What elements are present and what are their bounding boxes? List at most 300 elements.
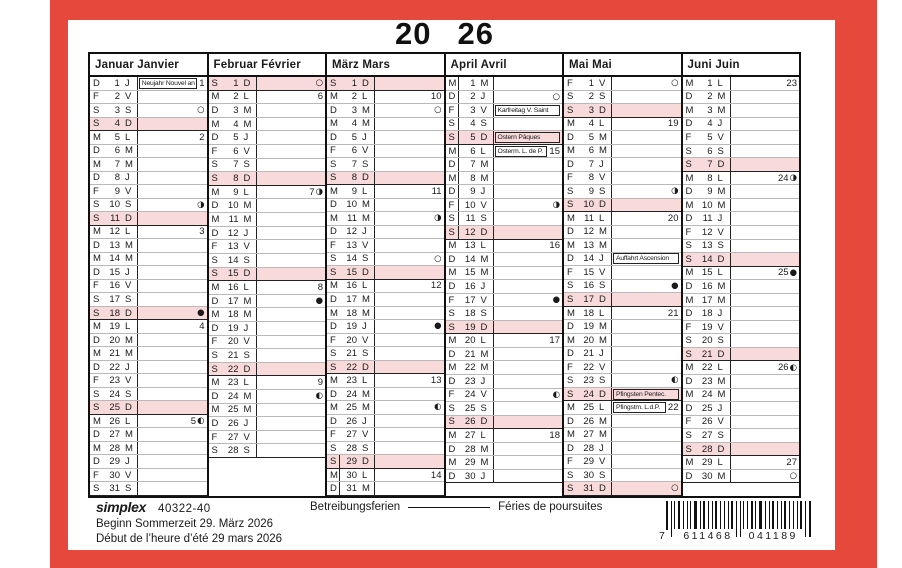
day-row	[90, 185, 207, 199]
day-row	[446, 307, 563, 321]
day-letter-fr: L	[243, 186, 249, 198]
day-letter-fr: S	[362, 348, 369, 360]
day-letter-fr: L	[480, 335, 486, 347]
day-letter-de: S	[448, 416, 455, 428]
annotation-cell	[730, 212, 800, 225]
annotation-cell	[611, 347, 681, 360]
day-row	[90, 212, 207, 226]
barcode-bar	[769, 501, 770, 529]
day-letter-de: D	[448, 470, 456, 482]
day-letter-fr: L	[717, 457, 723, 469]
day-number: 31	[346, 483, 357, 495]
day-letter-de: D	[685, 308, 693, 320]
day-number: 3	[351, 104, 357, 116]
moon-phase-icon: ◐	[434, 402, 442, 413]
annotation-cell	[493, 348, 563, 361]
annotation-cell	[137, 212, 207, 225]
annotation-cell	[493, 172, 563, 185]
day-letter-fr: V	[717, 131, 724, 143]
day-row	[683, 456, 800, 470]
day-number: 27	[583, 429, 594, 441]
day-number: 23	[109, 375, 120, 387]
annotation-cell	[730, 280, 800, 293]
day-letter-de: D	[448, 375, 456, 387]
day-number: 19	[583, 321, 594, 333]
day-letter-fr: V	[599, 266, 606, 278]
day-letter-fr: L	[125, 415, 131, 427]
day-row	[446, 77, 563, 91]
day-row	[327, 428, 444, 442]
annotation-cell	[730, 104, 800, 117]
day-letter-fr: L	[362, 185, 368, 197]
day-row	[209, 404, 326, 418]
day-letter-de: F	[567, 456, 573, 468]
day-letter-de: M	[448, 429, 457, 441]
day-row	[683, 240, 800, 254]
day-number: 29	[583, 456, 594, 468]
day-number: 17	[701, 294, 713, 306]
day-row	[90, 415, 207, 429]
day-row	[446, 443, 563, 457]
day-letter-de: D	[446, 158, 459, 171]
day-row	[446, 104, 563, 118]
holiday-note: Karfreitag V. Saint	[495, 105, 561, 116]
annotation-cell	[137, 293, 207, 306]
day-number: 14	[346, 253, 357, 265]
day-letter-fr: D	[599, 294, 606, 305]
annotation-cell	[256, 444, 326, 457]
annotation-cell	[256, 404, 326, 417]
day-letter-de: M	[330, 375, 338, 387]
annotation-cell	[256, 349, 326, 362]
day-letter-de: M	[330, 307, 338, 319]
day-letter-de: S	[567, 104, 574, 116]
day-letter-de: S	[567, 294, 574, 305]
day-letter-fr: S	[599, 91, 606, 103]
day-letter-fr: S	[717, 145, 724, 157]
day-letter-fr: L	[480, 429, 486, 441]
day-row	[683, 402, 800, 416]
barcode-bar	[789, 501, 790, 529]
day-letter-fr: J	[125, 456, 130, 468]
day-row	[683, 348, 800, 362]
day-letter-fr: V	[717, 226, 724, 238]
day-number: 1	[351, 77, 357, 89]
day-letter-de: D	[685, 91, 693, 103]
day-number: 4	[588, 118, 594, 130]
annotation-cell	[730, 470, 800, 483]
barcode-bar	[700, 501, 701, 529]
day-letter-fr: M	[125, 334, 133, 346]
day-letter-de: S	[567, 388, 574, 400]
barcode-bar	[728, 501, 729, 529]
barcode-bar	[703, 501, 705, 529]
day-letter-fr: V	[599, 361, 606, 373]
day-letter-fr: V	[125, 469, 132, 481]
day-row	[209, 295, 326, 309]
annotation-cell	[137, 158, 207, 171]
day-letter-fr: M	[243, 200, 252, 212]
day-row	[564, 145, 681, 159]
annotation-cell	[611, 320, 681, 333]
day-letter-fr: L	[717, 362, 723, 374]
day-letter-de: M	[327, 469, 340, 482]
day-row	[327, 172, 444, 186]
moon-phase-icon: ◐	[671, 375, 679, 386]
annotation-cell	[493, 361, 563, 374]
day-letter-de: M	[685, 172, 694, 184]
day-letter-de: D	[211, 390, 219, 402]
day-letter-fr: L	[243, 281, 249, 293]
day-letter-de: S	[330, 266, 337, 278]
day-letter-fr: S	[362, 158, 369, 170]
day-row	[209, 91, 326, 105]
day-letter-de: M	[685, 199, 694, 211]
annotation-cell	[137, 482, 207, 495]
day-letter-fr: M	[125, 158, 133, 170]
moon-phase-icon: ○	[434, 105, 442, 116]
annotation-cell	[493, 307, 563, 320]
day-number: 19	[227, 322, 239, 334]
day-number: 13	[464, 240, 476, 252]
week-number: 10	[430, 91, 442, 103]
day-number: 15	[583, 266, 594, 278]
day-number: 16	[109, 280, 120, 292]
week-number: 18	[549, 429, 560, 441]
day-row	[327, 158, 444, 172]
day-letter-fr: J	[124, 77, 130, 89]
week-number: 16	[549, 240, 560, 252]
barcode-bar	[731, 501, 733, 529]
day-letter-de: D	[567, 321, 574, 333]
day-letter-de: D	[685, 470, 693, 482]
annotation-cell	[374, 293, 444, 306]
day-letter-de: D	[685, 213, 693, 225]
day-number: 8	[707, 172, 713, 184]
day-letter-de: D	[211, 322, 219, 334]
day-letter-fr: L	[599, 402, 605, 414]
day-row	[683, 131, 800, 145]
day-letter-de: S	[567, 91, 574, 103]
day-number: 26	[109, 415, 120, 427]
day-letter-de: M	[211, 91, 220, 103]
annotation-cell	[137, 253, 207, 266]
day-letter-fr: M	[362, 307, 370, 319]
moon-phase-icon: ○	[197, 105, 205, 116]
day-letter-de: M	[446, 77, 459, 90]
day-row	[683, 334, 800, 348]
annotation-cell	[374, 388, 444, 401]
day-row	[564, 212, 681, 226]
annotation-cell	[611, 293, 681, 306]
annotation-cell	[611, 388, 681, 401]
day-letter-de: D	[211, 105, 219, 117]
day-row	[683, 199, 800, 213]
day-letter-de: D	[567, 348, 574, 360]
day-row	[209, 349, 326, 363]
day-row	[327, 388, 444, 402]
day-letter-fr: M	[717, 199, 726, 211]
day-number: 4	[707, 118, 713, 130]
day-row	[90, 280, 207, 294]
month-column	[681, 54, 800, 496]
day-number: 30	[464, 470, 476, 482]
day-letter-de: D	[211, 200, 219, 212]
annotation-cell	[137, 415, 207, 428]
day-letter-fr: S	[599, 185, 606, 197]
day-letter-fr: D	[243, 77, 251, 89]
day-letter-de: M	[567, 118, 575, 130]
day-number: 10	[701, 199, 713, 211]
annotation-cell	[611, 415, 681, 428]
holiday-note: Osterm. L. de P.	[495, 146, 548, 157]
day-letter-fr: V	[599, 77, 606, 89]
barcode-bar	[800, 501, 802, 529]
annotation-cell	[493, 470, 563, 483]
moon-phase-icon: ◑	[315, 186, 323, 197]
day-letter-de: D	[93, 456, 100, 468]
day-letter-fr: M	[717, 389, 726, 401]
day-letter-fr: D	[243, 173, 251, 185]
moon-phase-icon: ○	[552, 91, 560, 102]
annotation-cell	[374, 239, 444, 252]
day-row	[683, 104, 800, 118]
day-letter-fr: D	[599, 104, 606, 116]
day-letter-de: S	[93, 212, 100, 224]
day-row	[327, 334, 444, 348]
day-letter-de: D	[685, 280, 693, 292]
day-letter-de: D	[330, 131, 337, 143]
holiday-note: Pfingsten Pentec.	[613, 389, 679, 400]
annotation-cell	[730, 402, 800, 415]
day-number: 28	[109, 442, 120, 454]
day-letter-de: S	[567, 280, 574, 292]
brand-row	[96, 499, 211, 515]
day-row	[327, 212, 444, 226]
annotation-cell	[137, 374, 207, 387]
day-number: 2	[351, 91, 357, 103]
week-number: 26	[778, 362, 789, 374]
day-number: 29	[701, 457, 713, 469]
barcode-bar	[759, 501, 762, 529]
day-number: 22	[583, 361, 594, 373]
day-letter-de: M	[448, 335, 457, 347]
week-number: 22	[667, 402, 679, 414]
annotation-cell	[137, 401, 207, 414]
simplex-logo: simplex	[96, 499, 147, 515]
day-letter-fr: J	[362, 226, 367, 238]
day-letter-de: D	[685, 402, 693, 414]
day-row	[564, 361, 681, 375]
day-letter-fr: D	[362, 77, 369, 89]
day-row	[209, 254, 326, 268]
day-row	[564, 199, 681, 213]
day-row	[90, 320, 207, 334]
day-letter-fr: M	[480, 77, 489, 89]
day-number: 8	[114, 172, 120, 184]
barcode-bar	[720, 501, 721, 529]
day-letter-fr: D	[243, 268, 251, 280]
day-number: 16	[583, 280, 594, 292]
day-letter-fr: M	[480, 348, 489, 360]
day-number: 19	[464, 321, 476, 333]
day-letter-de: S	[330, 77, 337, 89]
holiday-note: Auffahrt Ascension	[613, 253, 679, 264]
day-row	[209, 227, 326, 241]
annotation-cell	[374, 158, 444, 171]
day-row	[446, 348, 563, 362]
day-letter-de: D	[685, 186, 693, 198]
barcode-bar	[793, 501, 794, 529]
day-row	[446, 267, 563, 281]
week-number: 2	[199, 131, 205, 143]
day-letter-fr: V	[717, 416, 724, 428]
day-letter-fr: M	[362, 402, 370, 414]
day-number: 26	[346, 415, 357, 427]
annotation-cell	[137, 428, 207, 441]
day-row	[683, 443, 800, 457]
annotation-cell	[730, 240, 800, 253]
day-row	[90, 158, 207, 172]
annotation-cell	[256, 145, 326, 158]
day-letter-de: M	[93, 415, 101, 427]
day-letter-de: F	[446, 104, 459, 117]
day-letter-fr: L	[599, 118, 605, 130]
day-letter-fr: M	[717, 280, 726, 292]
day-letter-de: M	[93, 442, 101, 454]
day-row	[446, 240, 563, 254]
day-letter-de: D	[567, 158, 574, 170]
annotation-cell	[611, 307, 681, 320]
day-number: 24	[346, 388, 357, 400]
day-letter-fr: M	[243, 213, 252, 225]
day-letter-de: S	[448, 402, 455, 414]
day-row	[446, 375, 563, 389]
day-row	[446, 185, 563, 199]
annotation-cell	[256, 254, 326, 267]
annotation-cell	[730, 389, 800, 402]
day-letter-de: F	[567, 77, 573, 89]
annotation-cell	[137, 104, 207, 117]
annotation-cell	[493, 77, 563, 90]
day-letter-fr: M	[717, 375, 726, 387]
day-number: 8	[588, 172, 594, 184]
day-row	[90, 347, 207, 361]
day-letter-fr: J	[243, 322, 249, 334]
day-number: 25	[227, 404, 239, 416]
day-letter-fr: V	[362, 334, 369, 346]
annotation-cell	[256, 104, 326, 117]
day-number: 12	[346, 226, 357, 238]
moon-phase-icon: ◑	[434, 213, 442, 224]
day-number: 1	[470, 77, 476, 89]
day-row	[564, 158, 681, 172]
day-number: 28	[583, 442, 594, 454]
day-number: 17	[227, 295, 239, 307]
day-row	[564, 428, 681, 442]
annotation-cell	[256, 417, 326, 430]
day-letter-fr: M	[599, 334, 607, 346]
annotation-cell	[256, 213, 326, 226]
annotation-cell	[611, 91, 681, 104]
day-row	[564, 334, 681, 348]
annotation-cell	[611, 469, 681, 482]
annotation-cell	[730, 145, 800, 158]
day-letter-fr: M	[480, 267, 489, 279]
day-letter-de: S	[685, 145, 692, 157]
day-letter-fr: V	[243, 431, 250, 443]
day-letter-fr: V	[362, 145, 369, 157]
day-row	[446, 91, 563, 105]
day-row	[564, 455, 681, 469]
day-letter-fr: M	[243, 309, 252, 321]
day-letter-de: F	[330, 239, 336, 251]
barcode-bar	[765, 501, 766, 529]
annotation-cell	[137, 145, 207, 158]
calendar-panel	[68, 16, 835, 550]
annotation-cell	[730, 253, 800, 266]
day-row	[564, 469, 681, 483]
day-number: 3	[588, 104, 594, 116]
day-letter-de: S	[211, 77, 218, 89]
annotation-cell	[256, 295, 326, 308]
annotation-cell	[137, 118, 207, 131]
annotation-cell	[730, 158, 800, 171]
day-letter-de: S	[327, 455, 340, 468]
day-number: 7	[114, 158, 120, 170]
day-row	[564, 442, 681, 456]
day-row	[90, 145, 207, 159]
annotation-cell	[137, 199, 207, 212]
day-letter-fr: D	[362, 172, 369, 184]
day-number: 7	[351, 158, 357, 170]
day-letter-fr: M	[125, 348, 133, 360]
day-letter-de: S	[446, 226, 459, 239]
day-letter-fr: S	[125, 294, 132, 305]
day-row	[327, 266, 444, 280]
barcode-bar	[781, 501, 782, 529]
day-number: 26	[227, 418, 239, 430]
annotation-cell	[611, 172, 681, 185]
day-letter-fr: V	[243, 241, 250, 253]
week-number: 5	[190, 415, 197, 427]
day-number: 13	[109, 239, 120, 251]
day-letter-fr: M	[717, 91, 726, 103]
day-letter-fr: M	[480, 172, 489, 184]
day-number: 12	[464, 226, 476, 238]
day-letter-fr: D	[362, 266, 369, 278]
day-letter-fr: D	[125, 307, 132, 319]
annotation-cell	[493, 267, 563, 280]
day-number: 17	[583, 294, 594, 305]
day-letter-de: F	[685, 226, 692, 238]
day-letter-fr: D	[717, 348, 725, 360]
day-letter-de: F	[448, 294, 455, 306]
day-number: 21	[701, 348, 713, 360]
annotation-cell	[374, 469, 444, 482]
day-letter-de: S	[685, 348, 692, 360]
annotation-cell	[730, 77, 800, 90]
day-row	[90, 293, 207, 307]
day-row	[327, 199, 444, 213]
annotation-cell	[493, 158, 563, 171]
empty-row	[209, 483, 326, 496]
day-letter-fr: V	[480, 389, 487, 401]
day-row	[209, 444, 326, 458]
day-row	[683, 280, 800, 294]
day-number: 6	[114, 145, 120, 157]
day-number: 27	[346, 429, 357, 441]
